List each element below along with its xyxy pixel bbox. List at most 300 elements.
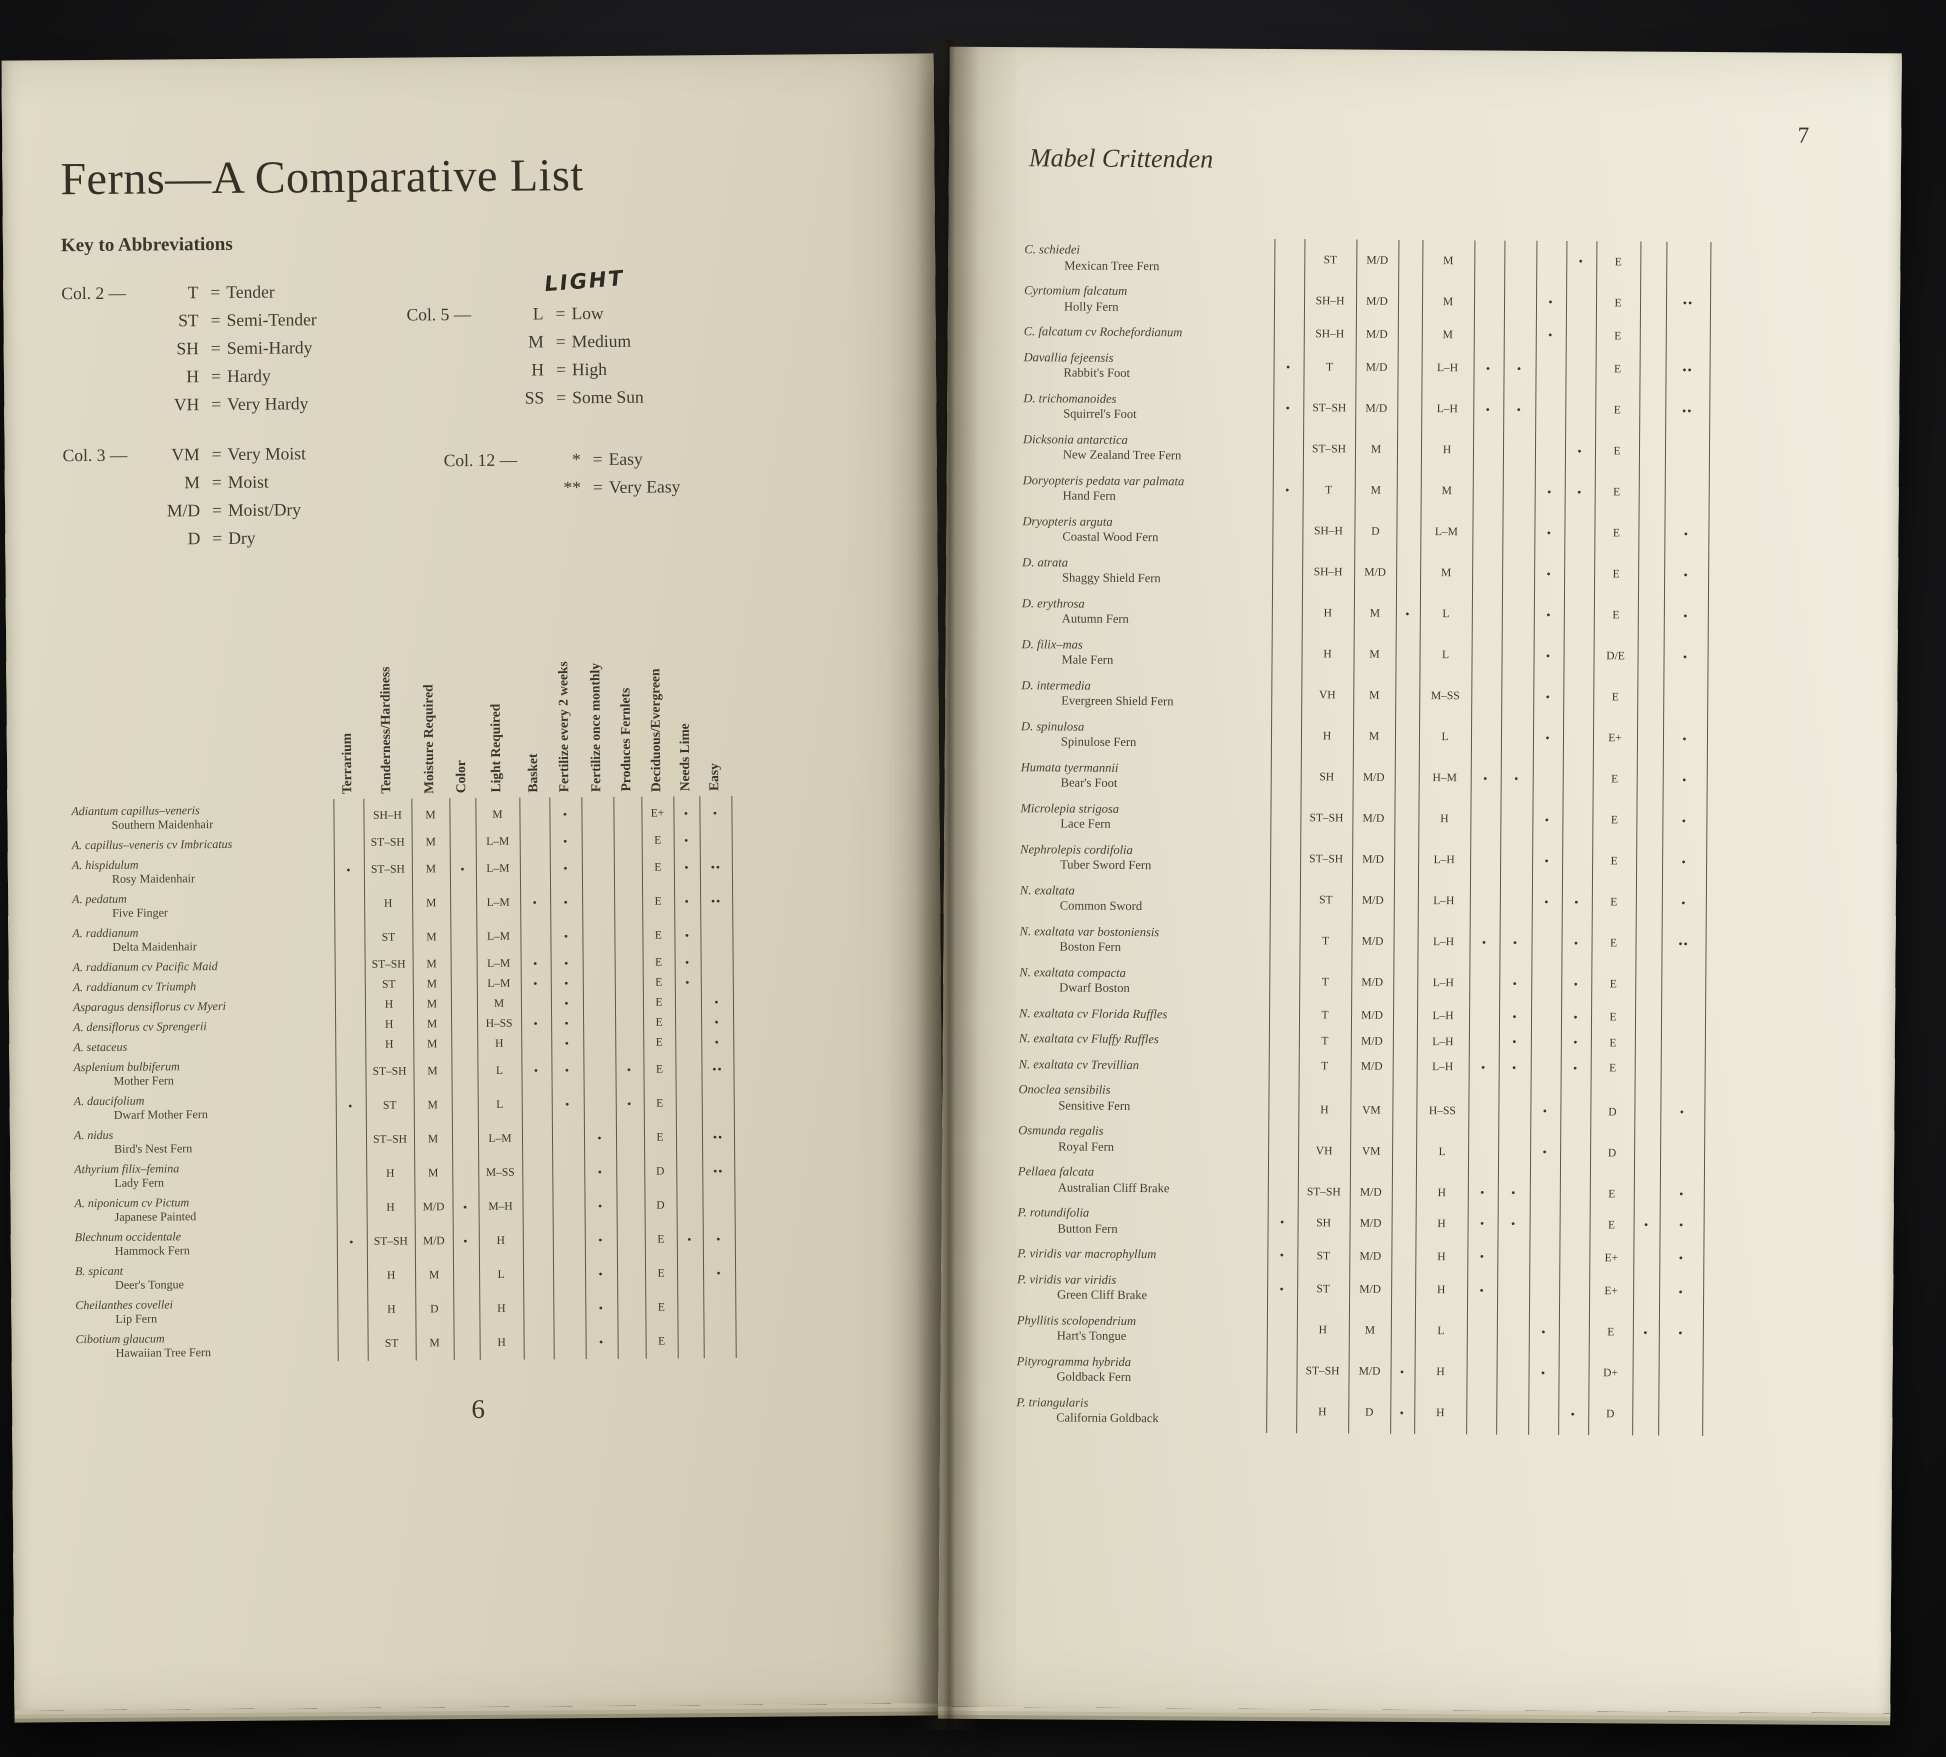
value-cell bbox=[1499, 922, 1531, 963]
value-cell: L–H bbox=[1418, 880, 1470, 921]
value-cell bbox=[550, 919, 582, 953]
species-cell bbox=[1022, 591, 1272, 634]
value-cell: ST bbox=[1297, 1269, 1349, 1310]
value-cell bbox=[1661, 923, 1705, 964]
value-cell: E bbox=[643, 1012, 675, 1032]
value-cell bbox=[1529, 1270, 1559, 1311]
value-cell bbox=[521, 1033, 551, 1053]
value-cell: M bbox=[1353, 634, 1395, 675]
value-cell: T bbox=[1299, 1003, 1351, 1029]
value-cell: D bbox=[1348, 1392, 1390, 1433]
value-cell bbox=[336, 1191, 366, 1225]
key-line bbox=[63, 467, 408, 498]
value-cell bbox=[1503, 389, 1535, 430]
value-cell bbox=[522, 1189, 552, 1223]
value-cell bbox=[1474, 281, 1504, 322]
key-klabel bbox=[63, 496, 158, 525]
mark-dot: • bbox=[1683, 567, 1689, 582]
species-cell bbox=[1018, 1077, 1268, 1120]
value-cell: T bbox=[1299, 962, 1351, 1003]
value-cell bbox=[583, 993, 615, 1013]
value-cell bbox=[1394, 798, 1418, 839]
species-common-name: Autumn Fern bbox=[1061, 611, 1129, 626]
value-cell: VH bbox=[1298, 1120, 1350, 1161]
mark-dot: • bbox=[1479, 1249, 1486, 1264]
right-page bbox=[938, 47, 1902, 1714]
value-cell bbox=[1530, 1122, 1560, 1163]
key-kmean: Moist/Dry bbox=[227, 499, 302, 520]
value-cell: VM bbox=[1350, 1080, 1392, 1121]
value-cell bbox=[1633, 1312, 1659, 1353]
species-latin-name: Asparagus densiflorus cv Myeri bbox=[72, 998, 227, 1015]
table-row bbox=[1017, 1308, 1703, 1354]
value-cell bbox=[583, 1013, 615, 1033]
value-cell bbox=[1666, 283, 1710, 324]
table-row bbox=[1021, 673, 1707, 719]
species-latin-name: Osmunda regalis bbox=[1018, 1123, 1104, 1138]
key-kmean: Some Sun bbox=[572, 386, 644, 408]
species-latin-name: D. erythrosa bbox=[1021, 595, 1085, 611]
value-cell: M bbox=[413, 1034, 451, 1054]
value-cell bbox=[450, 852, 476, 886]
value-cell bbox=[1562, 840, 1592, 881]
value-cell bbox=[1659, 1246, 1703, 1272]
value-cell: M/D bbox=[1351, 1029, 1393, 1055]
value-cell: M bbox=[413, 1054, 451, 1088]
page-number-right: 7 bbox=[1797, 122, 1810, 148]
value-cell: E bbox=[1595, 390, 1639, 431]
species-common-name: Male Fern bbox=[1061, 652, 1114, 667]
mark-dot: • bbox=[1544, 812, 1551, 827]
key-kabbr: T bbox=[187, 282, 199, 303]
value-cell bbox=[673, 796, 699, 830]
value-cell bbox=[1640, 324, 1666, 350]
value-cell bbox=[1267, 1309, 1297, 1350]
value-cell bbox=[1665, 472, 1709, 513]
value-cell bbox=[1666, 324, 1710, 350]
value-cell bbox=[553, 1291, 585, 1325]
table-row bbox=[74, 1154, 734, 1193]
value-cell bbox=[1272, 510, 1302, 551]
value-cell bbox=[336, 1123, 366, 1157]
value-cell: M bbox=[1354, 593, 1396, 634]
value-cell bbox=[550, 851, 582, 885]
key-klabel bbox=[407, 356, 502, 385]
value-cell bbox=[453, 1292, 479, 1326]
value-cell: H bbox=[366, 1156, 414, 1190]
key-line bbox=[63, 495, 408, 526]
mark-dot: • bbox=[1399, 1405, 1405, 1420]
column-header-label: Terrarium bbox=[338, 732, 355, 795]
column-header-label: Tenderness/Hardiness bbox=[377, 666, 394, 794]
value-cell: E bbox=[1596, 282, 1640, 323]
mark-dot: •• bbox=[712, 1129, 724, 1144]
column-header bbox=[410, 598, 450, 798]
value-cell bbox=[1561, 1004, 1591, 1030]
value-cell: L–M bbox=[476, 852, 520, 886]
value-cell: E bbox=[1596, 241, 1640, 282]
rotated-column-headers bbox=[70, 596, 732, 801]
species-latin-name: A. raddianum cv Pacific Maid bbox=[72, 959, 218, 975]
species-common-name: Tuber Sword Fern bbox=[1060, 857, 1152, 873]
column-header bbox=[612, 597, 642, 797]
value-cell bbox=[1660, 1164, 1704, 1205]
value-cell bbox=[552, 1121, 584, 1155]
value-cell: M bbox=[475, 798, 519, 832]
key-klabel bbox=[444, 473, 539, 502]
value-cell: H–M bbox=[1419, 757, 1471, 798]
value-cell: M/D bbox=[1356, 240, 1398, 281]
mark-dot: • bbox=[598, 1334, 605, 1349]
species-common-name: Hand Fern bbox=[1062, 488, 1116, 503]
value-cell: E+ bbox=[1593, 718, 1637, 759]
value-cell bbox=[1666, 242, 1710, 283]
value-cell: E bbox=[642, 850, 674, 884]
value-cell: M/D bbox=[1354, 552, 1396, 593]
column-header-label: Fertilize once monthly bbox=[587, 663, 604, 793]
value-cell bbox=[520, 851, 550, 885]
value-cell: D bbox=[644, 1154, 676, 1188]
species-latin-name: P. triangularis bbox=[1016, 1394, 1089, 1410]
value-cell: M/D bbox=[1351, 1054, 1393, 1080]
column-header bbox=[698, 596, 732, 796]
column-header bbox=[548, 597, 582, 797]
value-cell: M/D bbox=[1352, 839, 1394, 880]
mark-dot: • bbox=[1548, 294, 1554, 309]
column-header bbox=[672, 596, 700, 796]
column-header-label: Fertilize every 2 weeks bbox=[555, 661, 572, 793]
value-cell bbox=[582, 885, 614, 919]
value-cell: H bbox=[367, 1258, 415, 1292]
value-cell bbox=[1397, 347, 1421, 388]
value-cell bbox=[1391, 1244, 1415, 1270]
value-cell: ST–SH bbox=[366, 1122, 414, 1156]
species-common-name: Mexican Tree Fern bbox=[1064, 258, 1160, 273]
value-cell: L bbox=[479, 1258, 523, 1292]
mark-dot: • bbox=[598, 1232, 604, 1247]
value-cell bbox=[1467, 1311, 1497, 1352]
species-latin-name: Pityrogramma hybrida bbox=[1016, 1353, 1132, 1369]
key-keq: = bbox=[210, 309, 221, 331]
value-cell bbox=[1469, 963, 1499, 1004]
value-cell bbox=[1531, 963, 1561, 1004]
value-cell: SH–H bbox=[1302, 511, 1354, 552]
mark-dot: • bbox=[533, 1015, 539, 1031]
value-cell: M bbox=[414, 1156, 452, 1190]
value-cell bbox=[1665, 431, 1709, 472]
value-cell: E bbox=[1591, 1056, 1635, 1082]
value-cell bbox=[1496, 1352, 1528, 1393]
species-common-name: Japanese Painted bbox=[114, 1209, 197, 1224]
key-group-col12 bbox=[444, 443, 879, 502]
species-common-name: Southern Maidenhair bbox=[111, 817, 214, 832]
value-cell bbox=[617, 1291, 645, 1325]
value-cell bbox=[1501, 635, 1533, 676]
key-kmean: Medium bbox=[571, 330, 632, 352]
table-row bbox=[1017, 1267, 1703, 1313]
value-cell bbox=[1395, 634, 1419, 675]
value-cell: M/D bbox=[1352, 880, 1394, 921]
mark-dot: • bbox=[1573, 1035, 1579, 1050]
value-cell bbox=[675, 1052, 701, 1086]
mark-dot: • bbox=[1548, 328, 1554, 343]
value-cell: M bbox=[1421, 470, 1473, 511]
species-cell bbox=[1019, 919, 1269, 962]
value-cell bbox=[677, 1324, 703, 1358]
value-cell: H bbox=[1414, 1392, 1466, 1433]
mark-dot: • bbox=[1546, 525, 1553, 540]
value-cell: E bbox=[1594, 554, 1638, 595]
value-cell bbox=[451, 954, 477, 974]
value-cell: M bbox=[414, 1088, 452, 1122]
value-cell: E bbox=[1594, 595, 1638, 636]
fern-table-left bbox=[70, 596, 736, 1363]
value-cell bbox=[677, 1290, 703, 1324]
column-header-label: Light Required bbox=[487, 704, 504, 793]
value-cell bbox=[551, 1053, 583, 1087]
value-cell bbox=[1561, 1055, 1591, 1081]
value-cell: ST–SH bbox=[1300, 839, 1352, 880]
table-row bbox=[1018, 1159, 1704, 1205]
key-kmean: Very Easy bbox=[608, 476, 681, 497]
value-cell: M bbox=[412, 920, 450, 954]
species-latin-name: A. setaceus bbox=[73, 1039, 128, 1055]
value-cell bbox=[550, 885, 582, 919]
value-cell bbox=[676, 1086, 702, 1120]
value-cell: E bbox=[1593, 759, 1637, 800]
value-cell bbox=[1267, 1268, 1297, 1309]
species-cell bbox=[1018, 1118, 1268, 1161]
value-cell: M/D bbox=[1356, 281, 1398, 322]
table-row bbox=[1021, 755, 1707, 801]
value-cell bbox=[1635, 1031, 1661, 1057]
value-cell bbox=[703, 1222, 735, 1256]
value-cell bbox=[676, 1154, 702, 1188]
value-cell bbox=[583, 973, 615, 993]
value-cell bbox=[1662, 800, 1706, 841]
species-latin-name: Asplenium bulbiferum bbox=[73, 1059, 180, 1075]
value-cell bbox=[1535, 471, 1565, 512]
column-header bbox=[518, 597, 550, 797]
key-line bbox=[444, 471, 879, 502]
species-cell bbox=[73, 995, 335, 1017]
value-cell bbox=[585, 1257, 617, 1291]
mark-dot: • bbox=[1682, 772, 1688, 787]
value-cell bbox=[337, 1225, 367, 1259]
key-line bbox=[62, 361, 407, 392]
value-cell bbox=[1561, 1030, 1591, 1056]
table-row bbox=[1023, 345, 1709, 391]
mark-dot: • bbox=[1577, 443, 1583, 458]
mark-dot: • bbox=[1512, 935, 1519, 950]
value-cell bbox=[1634, 1164, 1660, 1205]
mark-dot: • bbox=[1682, 649, 1689, 664]
value-cell bbox=[1390, 1392, 1414, 1433]
value-cell bbox=[449, 798, 475, 832]
value-cell: M/D bbox=[1349, 1203, 1391, 1244]
key-line bbox=[63, 439, 408, 470]
species-column-header bbox=[70, 599, 334, 801]
column-header bbox=[448, 598, 476, 798]
species-common-name: Spinulose Fern bbox=[1060, 734, 1137, 750]
value-cell bbox=[1504, 241, 1536, 282]
species-common-name: Deer's Tongue bbox=[115, 1277, 184, 1292]
table-row bbox=[1017, 1200, 1703, 1246]
value-cell bbox=[1530, 1163, 1560, 1204]
species-latin-name: Microlepia strigosa bbox=[1020, 800, 1120, 816]
mark-dot: • bbox=[684, 893, 690, 908]
value-cell bbox=[1473, 389, 1503, 430]
value-cell bbox=[335, 995, 365, 1015]
column-header bbox=[332, 599, 364, 799]
value-cell bbox=[521, 1013, 551, 1033]
species-latin-name: A. capillus–veneris cv Imbricatus bbox=[71, 836, 233, 853]
value-cell: E bbox=[1592, 841, 1636, 882]
species-latin-name: A. pedatum bbox=[72, 891, 127, 907]
key-kabbr: M/D bbox=[166, 500, 201, 521]
value-cell bbox=[1268, 1120, 1298, 1161]
value-cell bbox=[1474, 240, 1504, 281]
species-cell bbox=[1024, 237, 1274, 280]
key-keq: = bbox=[555, 303, 566, 324]
value-cell bbox=[1558, 1393, 1588, 1434]
value-cell: H bbox=[364, 886, 412, 920]
value-cell bbox=[1273, 469, 1303, 510]
value-cell: M bbox=[412, 852, 450, 886]
value-cell: VH bbox=[1301, 675, 1353, 716]
species-cell bbox=[1016, 1349, 1266, 1392]
value-cell: H bbox=[1415, 1203, 1467, 1244]
mark-dot: • bbox=[1542, 1103, 1549, 1118]
value-cell: L bbox=[1416, 1121, 1468, 1162]
mark-dot: • bbox=[1512, 1034, 1518, 1049]
species-common-name: Evergreen Shield Fern bbox=[1061, 693, 1174, 709]
mark-dot: • bbox=[598, 1300, 604, 1315]
species-common-name: Australian Cliff Brake bbox=[1057, 1179, 1170, 1195]
value-cell: M bbox=[1420, 552, 1472, 593]
value-cell bbox=[582, 831, 614, 851]
value-cell bbox=[522, 1155, 552, 1189]
value-cell: M bbox=[477, 994, 521, 1014]
value-cell bbox=[1502, 553, 1534, 594]
value-cell bbox=[1536, 323, 1566, 349]
species-latin-name: N. exaltata cv Florida Ruffles bbox=[1019, 1005, 1168, 1021]
right-page-content bbox=[940, 47, 1902, 1437]
species-cell bbox=[1017, 1267, 1267, 1310]
value-cell bbox=[1639, 349, 1665, 390]
value-cell: ST–SH bbox=[367, 1224, 415, 1258]
key-keq: = bbox=[592, 448, 603, 470]
value-cell bbox=[520, 885, 550, 919]
species-latin-name: Adiantum capillus–veneris bbox=[71, 803, 200, 819]
table-row bbox=[75, 1290, 735, 1329]
value-cell: M/D bbox=[1349, 1244, 1391, 1270]
mark-dot: • bbox=[348, 1098, 354, 1113]
value-cell bbox=[451, 1054, 477, 1088]
value-cell bbox=[1470, 881, 1500, 922]
value-cell bbox=[1560, 1163, 1590, 1204]
value-cell bbox=[335, 955, 365, 975]
table-row bbox=[1016, 1349, 1702, 1395]
value-cell bbox=[1638, 513, 1664, 554]
mark-dot: •• bbox=[1682, 362, 1693, 377]
value-cell bbox=[552, 1155, 584, 1189]
value-cell bbox=[1563, 676, 1593, 717]
value-cell bbox=[336, 1089, 366, 1123]
table-row bbox=[74, 1086, 734, 1125]
key-line bbox=[63, 523, 408, 554]
species-common-name: Boston Fern bbox=[1059, 939, 1122, 954]
value-cell bbox=[335, 975, 365, 995]
species-latin-name: P. rotundifolia bbox=[1017, 1205, 1090, 1220]
value-cell bbox=[584, 1189, 616, 1223]
value-cell bbox=[1560, 1081, 1590, 1122]
key-keq: = bbox=[210, 337, 221, 359]
key-kmean: Semi-Hardy bbox=[226, 337, 313, 358]
mark-dot: • bbox=[1681, 854, 1687, 869]
value-cell: H bbox=[365, 994, 413, 1014]
column-header bbox=[474, 598, 520, 798]
value-cell bbox=[1532, 799, 1562, 840]
mark-dot: • bbox=[564, 1015, 570, 1030]
value-cell: SH–H bbox=[1304, 321, 1356, 347]
value-cell bbox=[522, 1121, 552, 1155]
mark-dot: • bbox=[683, 805, 690, 820]
value-cell bbox=[584, 1121, 616, 1155]
value-cell: ST bbox=[365, 974, 413, 994]
value-cell bbox=[1561, 922, 1591, 963]
key-kabbr: ** bbox=[563, 477, 581, 498]
value-cell bbox=[1469, 1055, 1499, 1081]
value-cell bbox=[1659, 1205, 1703, 1246]
value-cell bbox=[1633, 1271, 1659, 1312]
species-common-name: Holly Fern bbox=[1063, 299, 1119, 314]
species-latin-name: Athyrium filix–femina bbox=[74, 1161, 180, 1177]
value-cell bbox=[1274, 280, 1304, 321]
value-cell: E bbox=[1592, 800, 1636, 841]
mark-dot: • bbox=[532, 955, 539, 971]
value-cell bbox=[1501, 676, 1533, 717]
value-cell bbox=[519, 797, 549, 831]
value-cell bbox=[1466, 1393, 1496, 1434]
value-cell bbox=[584, 1155, 616, 1189]
key-heading: Key to Abbreviations bbox=[60, 233, 233, 257]
value-cell bbox=[1640, 242, 1666, 283]
value-cell: T bbox=[1303, 347, 1355, 388]
mark-dot: • bbox=[1481, 1060, 1487, 1075]
species-latin-name: B. spicant bbox=[74, 1263, 124, 1279]
value-cell bbox=[1272, 551, 1302, 592]
mark-dot: • bbox=[1546, 607, 1552, 622]
mark-dot: • bbox=[462, 1199, 469, 1214]
species-latin-name: Cheilanthes covellei bbox=[75, 1297, 174, 1313]
value-cell: M–H bbox=[478, 1190, 522, 1224]
value-cell bbox=[1502, 512, 1534, 553]
species-common-name: Button Fern bbox=[1057, 1220, 1118, 1236]
mark-dot: •• bbox=[710, 893, 722, 908]
value-cell bbox=[616, 1087, 644, 1121]
value-cell: ST–SH bbox=[1298, 1161, 1350, 1202]
mark-dot: • bbox=[563, 833, 569, 848]
mark-dot: • bbox=[714, 1034, 720, 1049]
value-cell bbox=[1663, 718, 1707, 759]
value-cell bbox=[1533, 758, 1563, 799]
value-cell bbox=[1498, 1122, 1530, 1163]
species-latin-name: N. exaltata bbox=[1019, 882, 1075, 898]
species-cell bbox=[74, 1123, 336, 1159]
value-cell bbox=[1503, 430, 1535, 471]
value-cell bbox=[1267, 1243, 1297, 1269]
